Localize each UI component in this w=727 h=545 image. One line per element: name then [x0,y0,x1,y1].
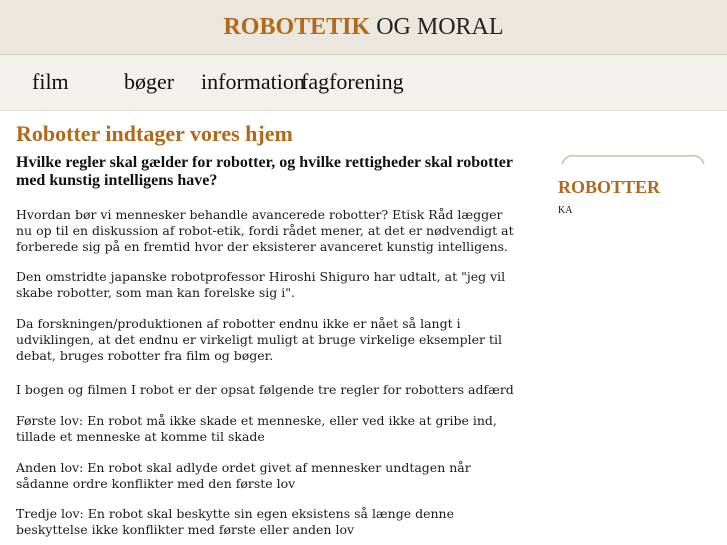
paragraph-intro: Hvordan bør vi mennesker behandle avancerede robotter? Etisk Råd lægger nu op til en diskussion af robot-etik, fordi rådet mener, at det er nødvendigt at forberede sig på en fremtid hvor der eksisterer avanceret kunstig intelligens. [16,207,514,254]
article-heading: Robotter indtager vores hjem [16,121,293,146]
nav-item-film[interactable]: film [32,69,69,94]
article-subheading: Hvilke regler skal gælder for robotter, og hvilke rettigheder skal robotter med kunstig intelligens have? [16,154,513,189]
sidebar-text: KA [558,205,573,216]
paragraph-second-law: Anden lov: En robot skal adlyde ordet givet af mennesker undtagen når sådanne ordre konflikter med den første lov [16,459,471,491]
nav-item-boger[interactable]: bøger [124,69,175,94]
site-title [0,12,727,42]
ornament-divider-icon [558,150,708,170]
main-navigation [0,55,727,111]
site-header [0,0,727,55]
nav-item-fagforening[interactable]: fagforening [301,69,404,94]
paragraph-research: Da forskningen/produktionen af robotter endnu ikke er nået så langt i udviklingen, at det endnu er virkeligt muligt at bruge virkelige eksempler til debat, bruges robotter fra film og bøger. [16,315,502,363]
nav-item-information[interactable]: information [201,69,305,94]
paragraph-quote: Den omstridte japanske robotprofessor Hiroshi Shiguro har udtalt, at "jeg vil skabe robotter, som man kan forelske sig i". [16,269,506,301]
paragraph-first-law: Første lov: En robot må ikke skade et menneske, eller ved ikke at gribe ind, tillade et menneske at komme til skade [16,413,497,444]
main-content [16,120,516,538]
site-title-rest: OG MORAL [376,14,504,40]
sidebar-title: ROBOTTER [558,177,661,197]
paragraph-laws-intro: I bogen og filmen I robot er der opsat følgende tre regler for robotters adfærd [16,382,514,398]
site-title-highlight: ROBOTETIK [223,14,371,40]
sidebar [540,150,727,350]
paragraph-third-law: Tredje lov: En robot skal beskytte sin egen eksistens så længe denne beskyttelse ikke konflikter med første eller anden lov [16,506,455,538]
